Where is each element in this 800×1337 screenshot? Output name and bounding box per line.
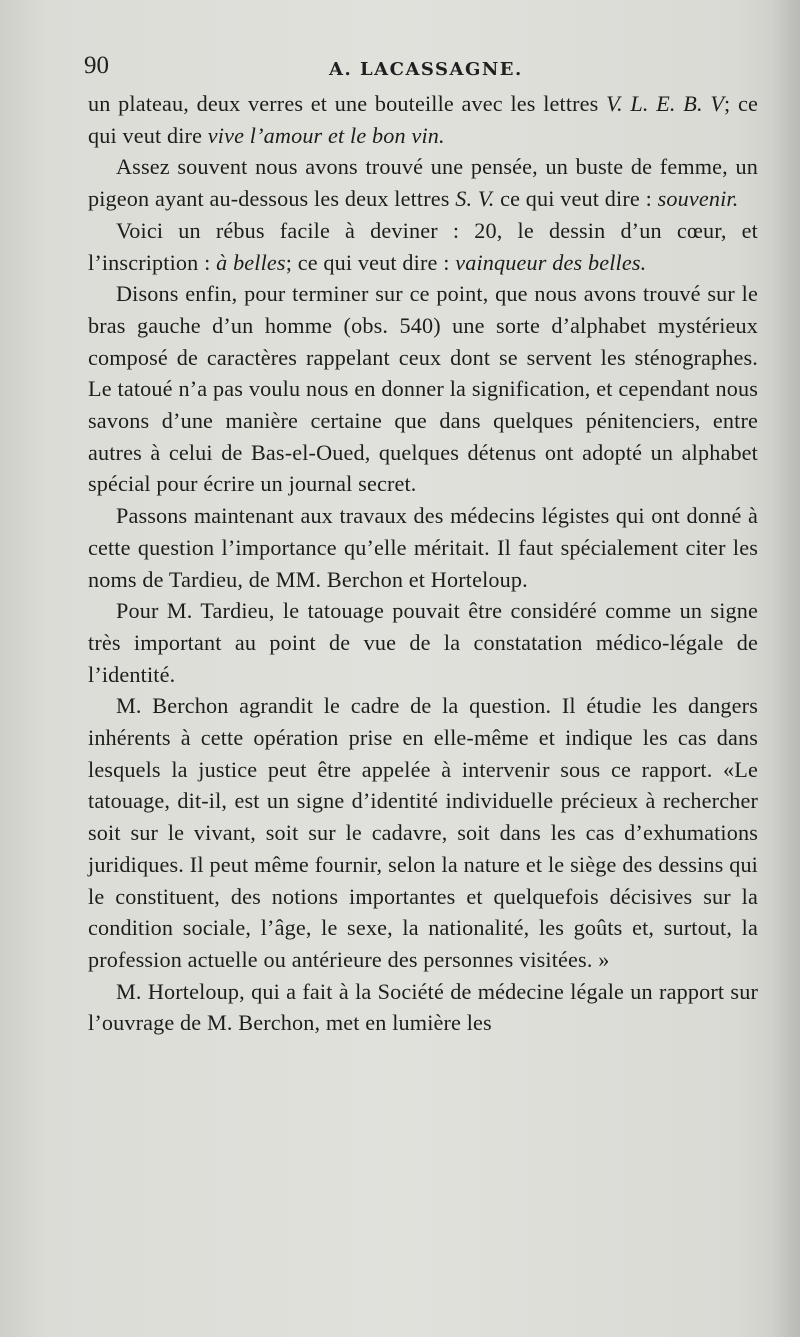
text-segment: un plateau, deux verres et une bouteille avec les lettres — [88, 91, 607, 116]
paragraph — [88, 500, 758, 595]
page-header — [84, 52, 754, 86]
italic-motto: vive l’amour et le bon vin. — [207, 122, 445, 148]
italic-letters: S. V. — [455, 186, 495, 212]
italic-inscription: à belles — [216, 249, 286, 275]
text-segment: M. Horteloup, qui a fait à la Société de médecine légale un rapport sur l’ouvrage de M. Berchon, met en lumière les — [88, 978, 758, 1036]
paragraph — [88, 215, 758, 278]
text-segment: ce qui veut dire : — [494, 186, 658, 212]
paragraph-continuation — [88, 88, 758, 151]
paragraph — [88, 690, 758, 975]
italic-meaning: vainqueur des belles. — [455, 249, 647, 275]
paragraph — [88, 595, 758, 690]
italic-word: souvenir. — [657, 186, 739, 212]
running-head: A. LACASSAGNE. — [329, 59, 523, 80]
paragraph — [88, 151, 758, 214]
italic-letters: V. L. E. B. V — [606, 91, 725, 116]
text-segment: Voici un rébus facile à deviner : 20, le dessin d’un cœur, et l’inscription : — [88, 217, 758, 275]
text-segment: M. Berchon agrandit le cadre de la question. Il étudie les dangers inhérents à cette opération prise en elle-même et indique les cas dans lesquels la justice peut être appelée à intervenir sous ce rapport. «Le tatouage, dit-il, est un signe d’identité individuelle précieux à rechercher soit sur le vivant, soit sur le cadavre, soit dans les cas d’exhumations juridiques. Il peut même fournir, selon la nature et le siège des dessins qui le constituent, des notions importantes et quelquefois décisives sur la condition sociale, l’âge, le sexe, la nationalité, les goûts et, surtout, la profession actuelle ou antérieure des personnes visitées. » — [88, 693, 758, 972]
text-segment: Disons enfin, pour terminer sur ce point, que nous avons trouvé sur le bras gauche d’un homme (obs. 540) une sorte d’alphabet mystérieux composé de caractères rappelant ceux dont se servent les sténographes. Le tatoué n’a pas voulu nous en donner la signification, et cependant nous savons d’une manière certaine que dans quelques pénitenciers, entre autres à celui de Bas-el-Oued, quelques détenus ont adopté un alphabet spécial pour écrire un journal secret. — [88, 281, 758, 497]
paragraph — [88, 278, 758, 500]
body-text — [88, 88, 758, 1039]
text-segment: Pour M. Tardieu, le tatouage pouvait être considéré comme un signe très important au point de vue de la constatation médico-légale de l’identité. — [88, 598, 758, 687]
text-segment: Passons maintenant aux travaux des médecins légistes qui ont donné à cette question l’importance qu’elle méritait. Il faut spécialement citer les noms de Tardieu, de MM. Berchon et Horteloup. — [88, 503, 758, 592]
text-segment: Assez souvent nous avons trouvé une pensée, un buste de femme, un pigeon ayant au-dessous les deux lettres — [88, 154, 758, 212]
page-number: 90 — [84, 52, 109, 79]
text-segment: ; ce qui veut dire : — [285, 249, 456, 275]
paragraph — [88, 976, 758, 1039]
page-edge-shadow — [772, 0, 800, 1337]
text-segment: ; ce qui veut dire — [88, 91, 759, 148]
